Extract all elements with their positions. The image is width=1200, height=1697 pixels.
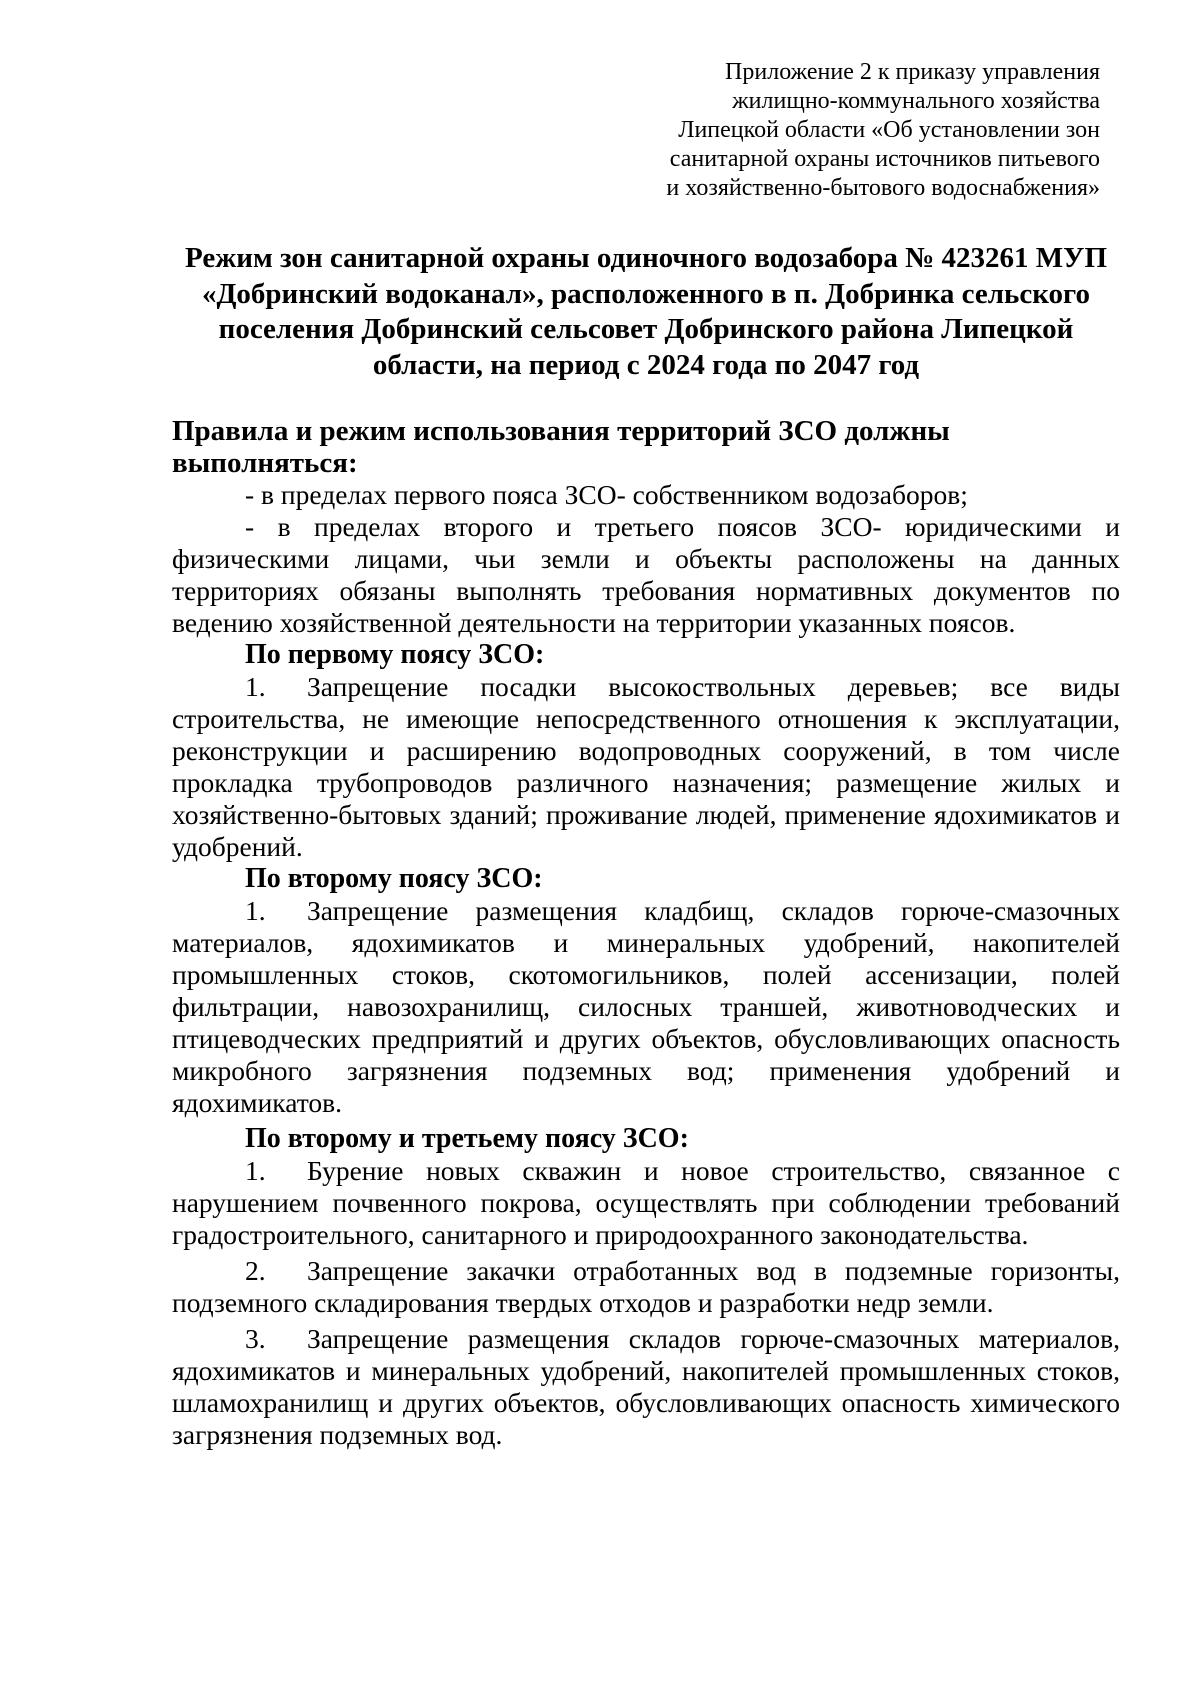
zone23-item xyxy=(172,1155,1120,1251)
zone2-heading: По второму поясу ЗСО: xyxy=(245,863,543,894)
item-number: 1. xyxy=(245,1155,266,1186)
zone1-item xyxy=(172,671,1120,863)
document-title xyxy=(172,241,1120,383)
rules-item-second-third-zone: - в пределах второго и третьего поясов ЗСО- юридическими и физическими лицами, чьи земли и объекты расположены на данных территориях обязаны выполнять требования нормативных документов по ведению хозяйственной деятельности на территории указанных поясов. xyxy=(172,511,1120,638)
zone1-heading: По первому поясу ЗСО: xyxy=(245,639,545,670)
appendix-line: санитарной охраны источников питьевого xyxy=(669,146,1100,172)
item-number: 1. xyxy=(245,895,266,926)
rules-item-first-zone: - в пределах первого пояса ЗСО- собственником водозаборов; xyxy=(245,479,968,510)
item-number: 2. xyxy=(245,1255,266,1286)
zone23-item xyxy=(172,1255,1120,1319)
zone2-item xyxy=(172,895,1120,1119)
rules-heading: Правила и режим использования территорий ЗСО должны выполняться: xyxy=(172,415,950,479)
item-number: 1. xyxy=(245,671,266,702)
item-text: Запрещение размещения кладбищ, складов горюче-смазочных материалов, ядохимикатов и минеральных удобрений, накопителей промышленных стоков, скотомогильников, полей ассенизации, полей фильтрации, навозохранилищ, силосных траншей, животноводческих и птицеводческих предприятий и других объектов, обусловливающих опасность микробного загрязнения подземных вод; применения удобрений и ядохимикатов. xyxy=(172,895,1120,1118)
item-text: Запрещение посадки высокоствольных деревьев; все виды строительства, не имеющие непосредственного отношения к эксплуатации, реконструкции и расширению водопроводных сооружений, в том числе прокладка трубопроводов различного назначения; размещение жилых и хозяйственно-бытовых зданий; проживание людей, применение ядохимикатов и удобрений. xyxy=(172,671,1120,862)
title-line: Режим зон санитарной охраны одиночного водозабора № 423261 МУП xyxy=(185,242,1107,274)
zone23-heading: По второму и третьему поясу ЗСО: xyxy=(245,1123,689,1154)
appendix-line: жилищно-коммунального хозяйства xyxy=(732,88,1100,114)
appendix-line: Липецкой области «Об установлении зон xyxy=(678,117,1100,143)
item-number: 3. xyxy=(245,1323,266,1354)
appendix-note xyxy=(172,58,1100,203)
title-line: области, на период с 2024 года по 2047 год xyxy=(372,348,920,381)
title-line: «Добринский водоканал», расположенного в п. Добринка сельского xyxy=(201,277,1091,310)
item-text: Запрещение закачки отработанных вод в подземные горизонты, подземного складирования твердых отходов и разработки недр земли. xyxy=(172,1255,1120,1318)
title-line: поселения Добринский сельсовет Добринского района Липецкой xyxy=(218,313,1074,345)
zone23-item xyxy=(172,1323,1120,1451)
appendix-line: Приложение 2 к приказу управления xyxy=(725,59,1100,85)
item-text: Запрещение размещения складов горюче-смазочных материалов, ядохимикатов и минеральных удобрений, накопителей промышленных стоков, шламохранилищ и других объектов, обусловливающих опасность химического загрязнения подземных вод. xyxy=(172,1323,1120,1450)
appendix-line: и хозяйственно-бытового водоснабжения» xyxy=(666,175,1100,201)
item-text: Бурение новых скважин и новое строительство, связанное с нарушением почвенного покрова, осуществлять при соблюдении требований градостроительного, санитарного и природоохранного законодательства. xyxy=(172,1155,1120,1250)
document-page xyxy=(172,58,1120,1451)
